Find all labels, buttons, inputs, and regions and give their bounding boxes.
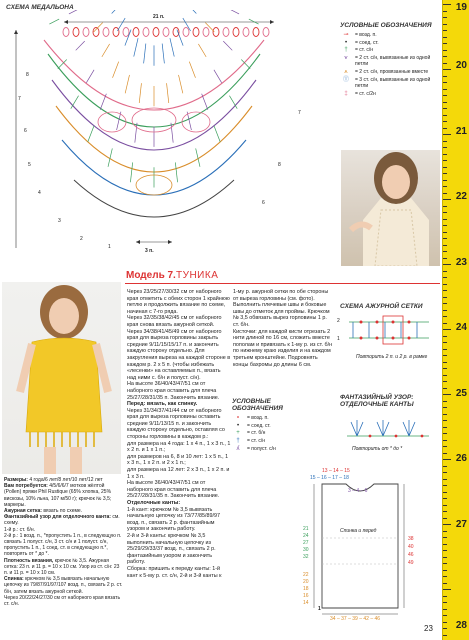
stitch-mark [229, 96, 237, 109]
ruler-tick [443, 206, 447, 207]
legend-top-title: УСЛОВНЫЕ ОБОЗНАЧЕНИЯ [340, 22, 432, 29]
pattern-right: 49 [408, 560, 414, 566]
legend-bottom-title: УСЛОВНЫЕ ОБОЗНАЧЕНИЯ [232, 398, 283, 412]
ruler-tick [443, 134, 451, 135]
sizes-text: 4 года/6 лет/8 лет/10 лет/12 лет [29, 477, 103, 483]
row1-text: 1-й р.: ст. б/н. [4, 526, 35, 533]
para: Кисточки: для каждой кисти отрезать 2 нити длиной по 16 см, сложить вместе пополам и привязать к 1-му р. из ст. б/н по нижнему краю изделия и на каждом третьем кронштейне. Подровнять концы бахромы до длины 6 см. [233, 328, 333, 368]
stitch-mark [113, 62, 119, 78]
stitch-mark [214, 126, 220, 142]
ruler-tick [443, 589, 451, 590]
ruler-number: 21 [455, 126, 467, 137]
pattern-label: Спинка и перед [340, 528, 377, 534]
ruler-tick [443, 355, 447, 356]
ruler-tick [443, 550, 447, 551]
ruler-tick [443, 511, 447, 512]
ruler-tick [443, 336, 447, 337]
stitch-mark [86, 70, 94, 83]
ruler-tick [443, 420, 447, 421]
stitch-mark [249, 19, 259, 24]
yarn-text: 4/5/6/6/7 мотков жёлтой (Pollen) пряжи Phil Rustique (65% хлопка, 25% вискозы, 10% льна, 107 м/50 г); крючок № 3,5; маркеры. [4, 483, 112, 508]
legend-item: = 2 ст. с/н, вывязанные из одной петли [355, 55, 431, 68]
pattern-left: 14 [303, 600, 309, 606]
ruler-tick [443, 160, 447, 161]
ruler-tick [443, 381, 447, 382]
ruler-number: 26 [455, 453, 467, 464]
ruler-tick [443, 570, 447, 571]
ruler-tick [443, 427, 447, 428]
chain-stitch-icon: ∘ [236, 415, 240, 421]
legend-item: = ст. с/н [247, 438, 265, 445]
row-num: 4 [38, 190, 41, 196]
ruler-tick [443, 225, 447, 226]
pattern-top: 13 – 14 – 15 [322, 468, 350, 474]
ruler-tick [443, 433, 447, 434]
medallion-scheme-title: СХЕМА МЕДАЛЬОНА [6, 4, 74, 11]
para: 1-й кант: крючком № 3,5 вывязать начальную цепочку из 73/77/85/89/97 возд. п., связать 2 р. фантазийным узором и закончить работу. [127, 506, 221, 533]
ruler-tick [443, 69, 451, 70]
stitch-mark [76, 41, 85, 50]
pattern-right: 46 [408, 552, 414, 558]
chain-stitch [63, 28, 69, 37]
ruler-tick [443, 76, 447, 77]
ruler-tick [443, 414, 447, 415]
stitch-mark [134, 38, 138, 56]
row-num: 6 [24, 128, 27, 134]
tr-stitch-icon: ‡ [344, 90, 348, 97]
pattern-left: 32 [303, 554, 309, 560]
para: Через 32/35/38/42/45 см от наборного края снова вязать ажурной сеткой. [127, 315, 222, 328]
stitch-mark [189, 62, 195, 78]
specs-block [4, 477, 123, 607]
stitch-mark [69, 10, 79, 14]
stitch-mark [187, 10, 196, 13]
para: 2-й и 3-й канты: крючком № 3,5 выполнить начальную цепочку из 25/29/29/33/37 возд. п., связать 2 р. фантазийным узором и закончить работу. [127, 532, 216, 566]
measuring-ruler [442, 0, 469, 640]
ruler-tick [443, 557, 447, 558]
model-number: Модель 7. [126, 270, 176, 281]
model-photo-closeup [341, 150, 440, 266]
pattern-left: 16 [303, 593, 309, 599]
ruler-tick [443, 407, 447, 408]
legend-item: = 2 ст. с/н, провязанные вместе [355, 69, 429, 76]
ruler-number: 22 [455, 191, 467, 202]
ruler-tick [443, 401, 447, 402]
fancy-text: см. схему. [4, 514, 120, 527]
ruler-tick [443, 342, 447, 343]
chain-stitch [223, 28, 229, 37]
slip-stitch-icon: • [344, 39, 348, 46]
ruler-tick [443, 492, 447, 493]
ruler-tick [443, 180, 447, 181]
ruler-tick [443, 89, 447, 90]
legend-item: = ст. с/2н [355, 90, 376, 97]
row-num: 3 [58, 218, 61, 224]
ruler-tick [443, 310, 447, 311]
ruler-tick [443, 498, 447, 499]
ruler-tick [443, 17, 447, 18]
ruler-tick [443, 466, 447, 467]
ruler-tick [443, 440, 447, 441]
ruler-tick [443, 232, 447, 233]
chain-stitch [253, 28, 259, 37]
chain-stitch [83, 28, 89, 37]
ruler-tick [443, 537, 447, 538]
ruler-tick [443, 173, 447, 174]
chain-stitch [103, 28, 109, 37]
stitch-mark [117, 112, 121, 130]
stitch-mark [112, 10, 121, 13]
ruler-tick [443, 628, 447, 629]
stitch-mark [144, 44, 146, 64]
pattern-left: 22 [303, 572, 309, 578]
dc-stitch-icon: † [236, 438, 240, 445]
chain-stitch [193, 28, 199, 37]
fancy-scheme-title: ФАНТАЗИЙНЫЙ УЗОР: ОТДЕЛОЧНЫЕ КАНТЫ [340, 394, 414, 408]
para: Сборка: пришить к переду канты: 1-й кант к 5-му р. ст. с/н, 2-й и 3-й канты к [127, 565, 222, 579]
ruler-tick [443, 622, 447, 623]
chain-stitch [233, 28, 239, 37]
page-number: 23 [424, 624, 433, 633]
pattern-left: 18 [303, 586, 309, 592]
legend-item: = возд. п. [247, 415, 269, 421]
ruler-tick [443, 505, 447, 506]
ruler-tick [443, 43, 447, 44]
ruler-tick [443, 154, 447, 155]
pattern-left: 21 [303, 526, 309, 532]
ruler-tick [443, 238, 447, 239]
slip-stitch-icon: • [236, 422, 240, 429]
fancy-label: Фантазийный узор для отделочного канта: [4, 514, 111, 521]
medallion-diagram [4, 10, 304, 260]
ruler-number: 27 [455, 519, 467, 530]
stitch-mark [177, 30, 183, 46]
stitch-mark [214, 70, 222, 83]
row-num: 1 [108, 244, 111, 250]
sizes-label: Размеры: [4, 477, 28, 483]
stitch-mark [100, 94, 106, 110]
pattern-left: 27 [303, 540, 309, 546]
chain-stitch [263, 28, 269, 37]
hdc-stitch-icon: ʎ [236, 445, 240, 452]
chain-stitch [183, 28, 189, 37]
ruler-tick [443, 264, 451, 265]
fancy-repeat: Повторить от * до * [352, 446, 403, 452]
ruler-tick [443, 394, 451, 395]
chain-stitch [153, 28, 159, 37]
ruler-tick [443, 303, 447, 304]
row-num: 2 [80, 236, 83, 242]
row2-text: 2-й р.: 1 возд. п., *пропустить 1 п., в следующую п. связать 1 полуст. с/н, 3 ст. с/н и 1 полуст. с/н, пропустить 1 п., 1 соед. ст. в следующую п.*, повторять от * до *. [4, 532, 122, 558]
ruler-tick [443, 544, 447, 545]
ruler-tick [443, 251, 447, 252]
ruler-tick [443, 563, 447, 564]
pattern-left: 24 [303, 533, 309, 539]
ruler-tick [443, 56, 447, 57]
ruler-tick [443, 472, 447, 473]
ruler-tick [443, 102, 447, 103]
ruler-tick [443, 596, 447, 597]
stitch-mark [167, 83, 169, 103]
ruler-tick [443, 212, 447, 213]
model-photo-full [2, 282, 121, 474]
chain-stitch [123, 28, 129, 37]
para: 1-му р. ажурной сетки по обе стороны от выреза горловины (см. фото). Выполнить плечевые швы и боковые швы до отметок для проймы. Крючком № 3,5 обвязать вырез горловины 1 р. ст. б/н. [233, 289, 330, 328]
body-col2 [233, 289, 333, 368]
ruler-tick [443, 316, 447, 317]
legend-top [340, 22, 440, 98]
stitch-mark [175, 162, 177, 182]
stitch-mark [170, 38, 174, 56]
ruler-tick [443, 37, 447, 38]
v-stitch-icon: ⩛ [344, 55, 348, 62]
ruler-number: 25 [455, 388, 467, 399]
model-name: ТУНИКА [176, 270, 219, 281]
legend-item: = 3 ст. с/н, вывязанные из одной петли [355, 76, 431, 89]
dc-stitch-icon: † [344, 47, 348, 54]
ruler-tick [443, 349, 447, 350]
para: Через 34/38/41/45/49 см от наборного края для выреза горловины закрыть средние 9/11/15/15/17 п. и закончить каждую сторону отдельно. Для закругления выреза на каждой стороне в каждом р. 2 х 5 п. (чтобы избежать «лесенки» на оставляемых п., вязать над ними с. б/н и полуст. с/н). [127, 328, 231, 381]
legend-item: = полуст. с/н [247, 445, 276, 452]
ruler-tick [443, 329, 451, 330]
para: Через 23/25/27/30/32 см от наборного края отметить с обеих сторон 1 крайнюю петлю и продолжить вязание по схеме, начиная с 7-го ряда. [127, 289, 230, 315]
fancy-diagram [343, 410, 433, 444]
mesh-diagram [343, 312, 435, 352]
ruler-tick [443, 284, 447, 285]
para: На высоте 36/40/43/47/51 см от наборного края оставить для плеча 25/27/28/31/35 п. Закончить вязание. [127, 480, 220, 500]
ruler-tick [443, 271, 447, 272]
body-col1 [127, 289, 231, 579]
stitch-mark [162, 44, 164, 64]
chain-stitch [243, 28, 249, 37]
row-num: 7 [18, 96, 21, 102]
stitch-mark [223, 41, 232, 50]
ruler-tick [443, 524, 451, 525]
ruler-tick [443, 446, 447, 447]
legend-item: = соед. ст. [247, 422, 271, 429]
para: для размеров на 6, 8 и 10 лет: 1 х 5 п., 1 х 3 п., 1 х 2 п. и 2 х 1 п.; [127, 453, 229, 467]
stitch-mark [198, 44, 206, 57]
mesh-row: 2 [337, 318, 340, 324]
ruler-tick [443, 485, 447, 486]
para: для размера на 12 лет: 2 х 3 п., 1 х 2 п. и 1 х 3 п. [127, 467, 230, 480]
ruler-number: 23 [455, 257, 467, 268]
ruler-tick [443, 128, 447, 129]
legend-item: = ст. б/н [247, 430, 266, 437]
stitch-mark [229, 10, 239, 14]
ruler-tick [443, 531, 447, 532]
legend-item: = ст. с/н [355, 47, 373, 54]
chain-stitch [213, 28, 219, 37]
back-label: Спинка: [4, 576, 24, 583]
ruler-tick [443, 615, 447, 616]
ruler-tick [443, 602, 447, 603]
chain-stitch [133, 28, 139, 37]
shell-icon: Ⓣ [342, 76, 349, 83]
ruler-tick [443, 24, 447, 25]
ruler-number: 19 [455, 2, 467, 13]
stitch-mark [130, 162, 132, 182]
chain-stitch [143, 28, 149, 37]
ruler-tick [443, 368, 447, 369]
back-text2: Через 20/22/24/27/30 см от наборного края вязать ст. с/н. [4, 594, 121, 608]
ruler-tick [443, 388, 447, 389]
pattern-top2: 15 – 16 – 17 – 18 [310, 475, 349, 481]
pattern-marker: 1 [318, 606, 321, 612]
mesh-repeat: Повторить 2 п. и 2 р. в рамке [356, 354, 428, 360]
ruler-tick [443, 459, 451, 460]
chain-stitch [113, 28, 119, 37]
ruler-tick [443, 186, 447, 187]
bottom-count: 3 п. [145, 248, 154, 254]
para: для размера на 4 года: 1 х 4 п., 1 х 3 п., 1 х 2 п. и 1 х 1 п.; [127, 440, 231, 454]
pattern-right: 38 [408, 536, 414, 542]
ruler-tick [443, 199, 451, 200]
chain-stitch [203, 28, 209, 37]
pattern-left: 30 [303, 547, 309, 553]
row-num: 6 [262, 200, 265, 206]
density-text: крючок № 3,5. Ажурная сетка: 23 п. и 11 р. = 10 х 10 см. Узор из ст. с/н: 23 п. и 11 р. = 10 х 10 см. [4, 557, 120, 577]
ruler-tick [443, 50, 447, 51]
stitch-mark [125, 75, 129, 93]
ruler-tick [443, 453, 447, 454]
mesh-label: Ажурная сетка: [4, 508, 42, 515]
pattern-left: 20 [303, 579, 309, 585]
ruler-tick [443, 108, 447, 109]
chain-stitch [73, 28, 79, 37]
ruler-number: 20 [455, 60, 467, 71]
density-label: Плотность вязания, [4, 557, 54, 564]
ruler-tick [443, 479, 447, 480]
stitch-mark [71, 96, 79, 109]
yarn-label: Вам потребуется: [4, 483, 48, 490]
ruler-tick [443, 30, 447, 31]
pattern-neck: 3 – 4 – 6 [348, 488, 368, 494]
chain-stitch [163, 28, 169, 37]
row-num: 7 [298, 110, 301, 116]
ruler-tick [443, 362, 447, 363]
row-num: 5 [28, 162, 31, 168]
ruler-tick [443, 583, 447, 584]
para: Перед: вязать, как спинку. [127, 401, 198, 408]
ruler-tick [443, 147, 447, 148]
pattern-bottom: 34 – 37 – 39 – 42 – 46 [330, 616, 381, 622]
chain-stitch-icon: ⊸ [343, 32, 349, 38]
ruler-tick [443, 245, 447, 246]
ruler-tick [443, 297, 447, 298]
ruler-tick [443, 121, 447, 122]
back-text: крючком № 3,5 вывязать начальную цепочку из 79/87/91/97/107 возд. п., связать 2 р. ст. б/н, затем вязать ажурной сеткой. [4, 576, 123, 595]
ruler-tick [443, 82, 447, 83]
row-num: 8 [26, 72, 29, 78]
mesh-text: вязать по схеме. [43, 508, 83, 515]
ruler-tick [443, 518, 447, 519]
ruler-number: 24 [455, 322, 467, 333]
stitch-mark [49, 19, 59, 24]
ruler-tick [443, 277, 447, 278]
ruler-tick [443, 290, 447, 291]
ruler-tick [443, 11, 447, 12]
stitch-mark [102, 44, 110, 57]
ruler-tick [443, 375, 447, 376]
legend-bottom [232, 398, 322, 454]
ruler-tick [443, 115, 447, 116]
stitch-mark [88, 126, 94, 142]
ruler-tick [443, 63, 447, 64]
legend-item: = соед. ст. [355, 39, 379, 46]
ruler-tick [443, 95, 447, 96]
ruler-tick [443, 141, 447, 142]
para: Через 31/34/37/41/44 см от наборного края для выреза горловины оставить средние 9/11/13/15 п. и закончить каждую сторону отдельно, оставляя со стороны горловины в каждом р.: [127, 407, 225, 441]
ruler-tick [443, 4, 451, 5]
ruler-tick [443, 576, 447, 577]
mesh-row: 1 [337, 336, 340, 342]
mesh-scheme-title: СХЕМА АЖУРНОЙ СЕТКИ [340, 303, 423, 310]
ruler-number: 28 [455, 620, 467, 631]
dc2tog-icon: ⩚ [344, 69, 348, 76]
row-num: 8 [278, 162, 281, 168]
ruler-tick [443, 193, 447, 194]
stitch-mark [187, 112, 191, 130]
stitch-mark [202, 94, 208, 110]
ruler-tick [443, 323, 447, 324]
para: Отделочные канты: [127, 500, 181, 506]
pattern-right: 40 [408, 544, 414, 550]
sc-stitch-icon: + [236, 430, 240, 437]
stitch-mark [125, 30, 131, 46]
ruler-tick [443, 258, 447, 259]
top-count: 21 п. [153, 14, 165, 20]
stitch-mark [139, 83, 141, 103]
ruler-tick [443, 635, 447, 636]
ruler-tick [443, 219, 447, 220]
ruler-tick [443, 167, 447, 168]
legend-item: = возд. п. [355, 32, 377, 38]
para: На высоте 36/40/43/47/51 см от наборного края оставить для плеча 25/27/28/31/35 п. Закончить вязание. [127, 381, 220, 401]
stitch-mark [179, 75, 183, 93]
ruler-tick [443, 609, 447, 610]
